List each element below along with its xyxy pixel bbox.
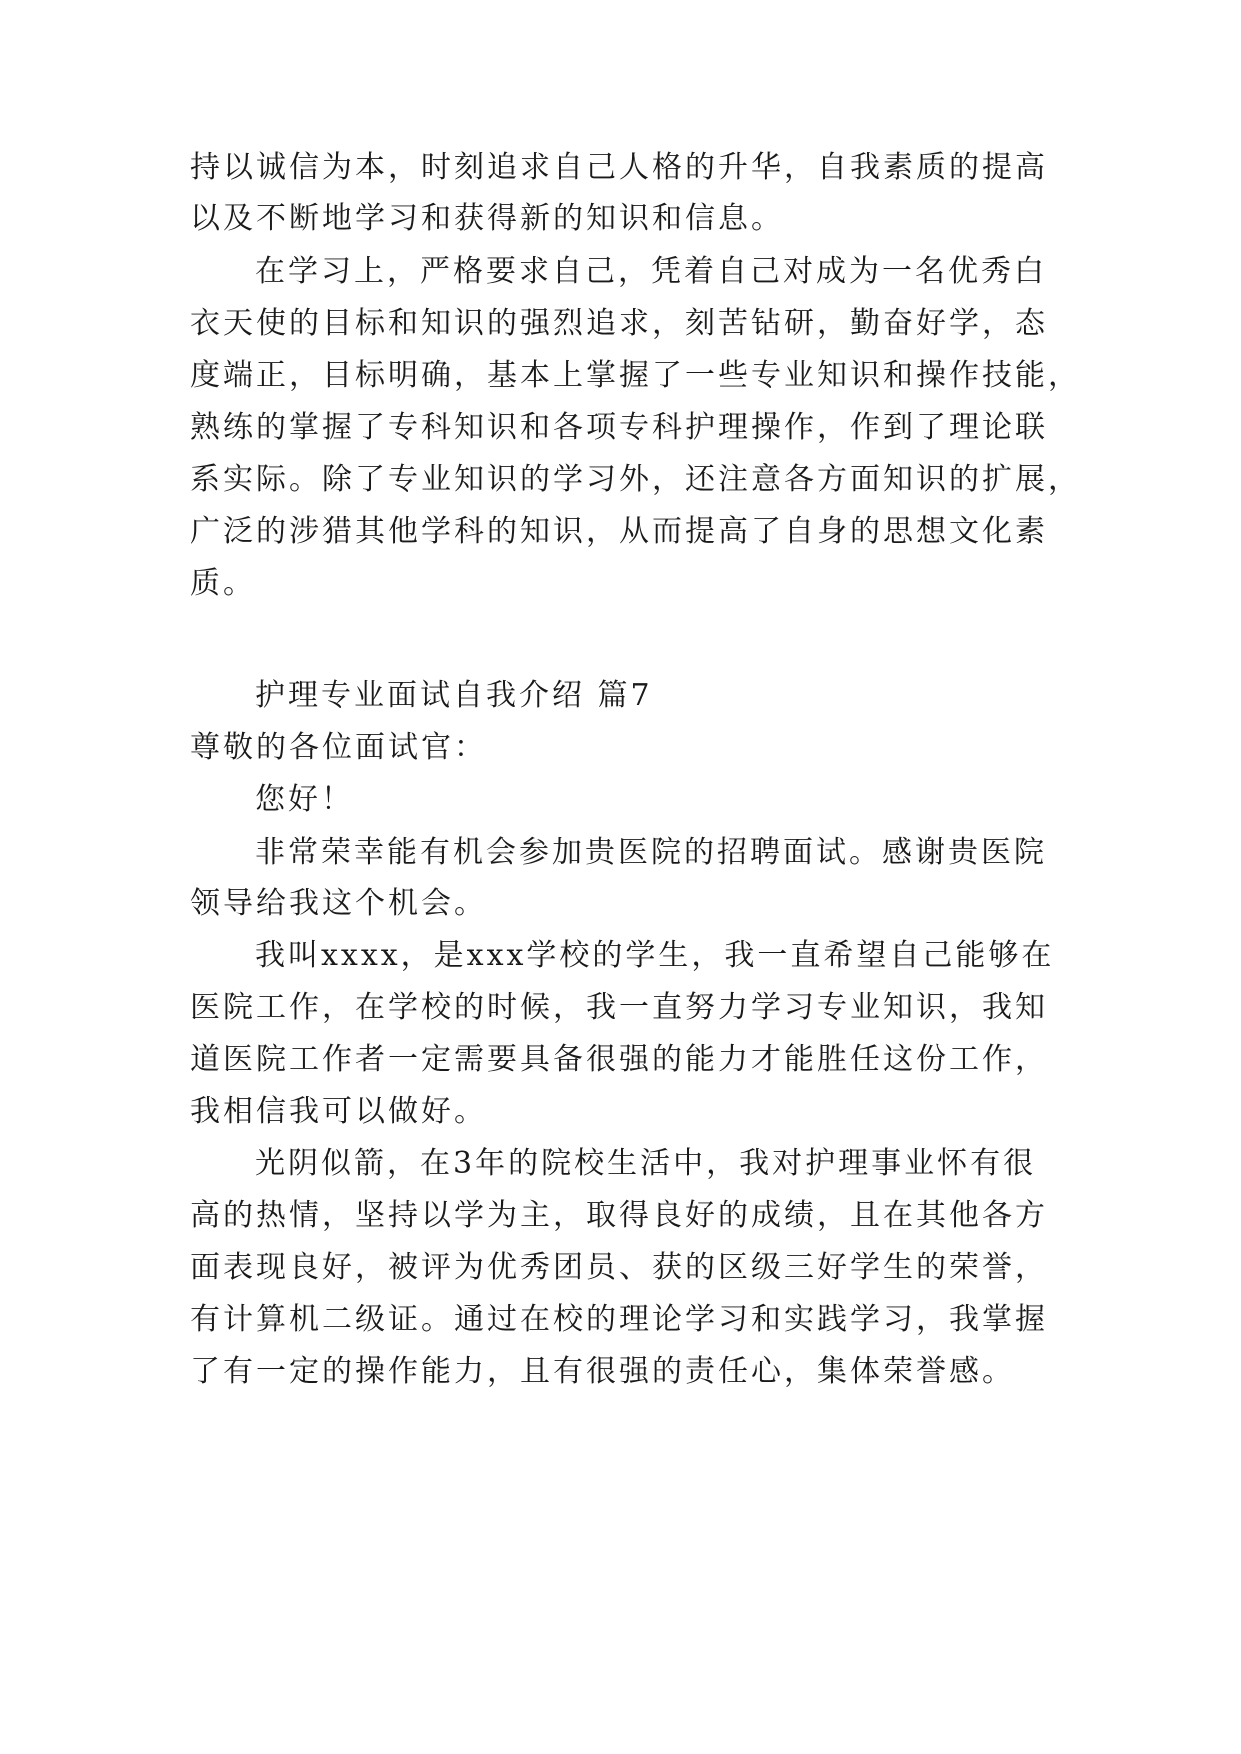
paragraph-line: 我相信我可以做好。 [190, 1094, 487, 1129]
paragraph-line: 熟练的掌握了专科知识和各项专科护理操作，作到了理论联 [190, 410, 1048, 445]
salutation: 尊敬的各位面试官： [190, 730, 487, 765]
paragraph-line: 系实际。除了专业知识的学习外，还注意各方面知识的扩展， [190, 462, 1081, 497]
paragraph-line: 了有一定的操作能力，且有很强的责任心，集体荣誉感。 [190, 1354, 1015, 1389]
paragraph-line: 广泛的涉猎其他学科的知识，从而提高了自身的思想文化素 [190, 514, 1048, 549]
paragraph-line: 有计算机二级证。通过在校的理论学习和实践学习，我掌握 [190, 1302, 1048, 1337]
paragraph-line: 医院工作，在学校的时候，我一直努力学习专业知识，我知 [190, 990, 1048, 1025]
paragraph-line: 光阴似箭，在3年的院校生活中，我对护理事业怀有很 [255, 1146, 1037, 1181]
paragraph-line: 以及不断地学习和获得新的知识和信息。 [190, 201, 784, 236]
paragraph-line: 领导给我这个机会。 [190, 886, 487, 921]
section-title: 护理专业面试自我介绍 篇7 [255, 678, 653, 713]
paragraph-line: 在学习上，严格要求自己，凭着自己对成为一名优秀白 [255, 254, 1047, 289]
paragraph-line: 高的热情，坚持以学为主，取得良好的成绩，且在其他各方 [190, 1198, 1048, 1233]
paragraph-line: 度端正，目标明确，基本上掌握了一些专业知识和操作技能， [190, 358, 1081, 393]
paragraph-line: 面表现良好，被评为优秀团员、获的区级三好学生的荣誉， [190, 1250, 1048, 1285]
paragraph-line: 质。 [190, 566, 256, 601]
paragraph-line: 道医院工作者一定需要具备很强的能力才能胜任这份工作， [190, 1042, 1048, 1077]
greeting: 您好！ [255, 782, 354, 817]
paragraph-line: 我叫xxxx，是xxx学校的学生，我一直希望自己能够在 [255, 938, 1055, 973]
paragraph-line: 持以诚信为本，时刻追求自己人格的升华，自我素质的提高 [190, 150, 1048, 185]
paragraph-line: 非常荣幸能有机会参加贵医院的招聘面试。感谢贵医院 [255, 835, 1047, 870]
paragraph-line: 衣天使的目标和知识的强烈追求，刻苦钻研，勤奋好学，态 [190, 306, 1048, 341]
